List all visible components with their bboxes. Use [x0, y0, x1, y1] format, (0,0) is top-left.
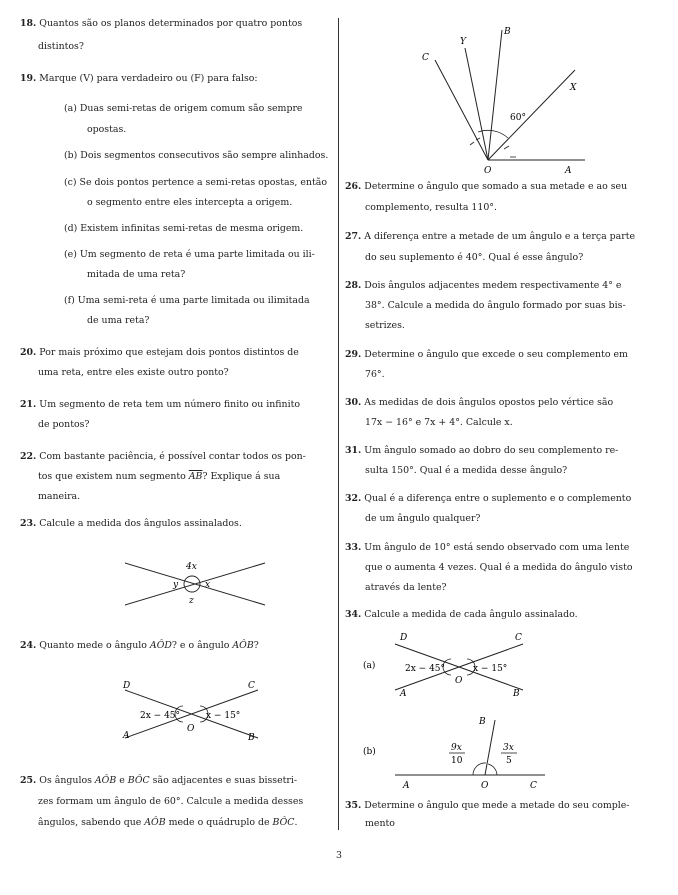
question-28-line2: 38°. Calcule a medida do ângulo formado por suas bis- [365, 300, 626, 311]
q23-figure [120, 555, 270, 610]
question-35-line2: mento [365, 818, 395, 829]
q19-item-e: (e) Um segmento de reta é uma parte limitada ou ili- [64, 249, 315, 260]
q19-item-f-line2: de uma reta? [87, 315, 150, 326]
question-22-line3: maneira. [38, 491, 81, 502]
q25-tick-4 [470, 142, 474, 145]
q34b-figure [355, 712, 555, 797]
q25-ray-oy [465, 48, 488, 160]
question-21: 21. Um segmento de reta tem um número finito ou infinito [20, 399, 300, 410]
question-31: 31. Um ângulo somado ao dobro do seu complemento re- [345, 445, 619, 456]
q34a-label-b: B [513, 689, 520, 699]
q24-label-c: C [248, 681, 255, 691]
q25-tick-1 [504, 146, 509, 149]
q34a-item-label: (a) [363, 661, 376, 671]
q24-label-a: A [123, 731, 130, 741]
question-32: 32. Qual é a diferença entre o suplemento e o complemento [345, 493, 632, 504]
q19-item-c-line2: o segmento entre eles intercepta a origem. [87, 197, 293, 208]
q34b-arc-right [488, 764, 497, 775]
q25-label-b: B [504, 27, 511, 37]
q34b-label-o: O [481, 781, 489, 791]
q25-label-x: X [570, 83, 577, 93]
q19-item-a: (a) Duas semi-retas de origem comum são sempre [64, 103, 303, 114]
q23-label-bottom: z [189, 596, 194, 606]
question-22-line2: tos que existem num segmento $\overline{AB}$? Explique á sua [38, 471, 281, 482]
question-18: 18. Quantos são os planos determinados por quatro pontos [20, 18, 303, 29]
question-25: 25. Os ângulos AÔB e BÔC são adjacentes e suas bissetri- [20, 775, 298, 786]
question-33-line3: através da lente? [365, 582, 447, 593]
question-19: 19. Marque (V) para verdadeiro ou (F) para falso: [20, 73, 258, 84]
q19-item-c: (c) Se dois pontos pertence a semi-retas opostas, então [64, 177, 327, 188]
question-18-line2: distintos? [38, 41, 84, 52]
q34b-frac2-den: 5 [506, 756, 512, 766]
question-30-line2: 17x − 16° e 7x + 4°. Calcule x. [365, 417, 513, 428]
q25-label-a: A [565, 166, 572, 176]
q25-figure [400, 20, 600, 178]
q34b-frac1-num: 9x [451, 743, 462, 753]
q34b-label-a: A [403, 781, 410, 791]
question-34: 34. Calcule a medida de cada ângulo assinalado. [345, 609, 578, 620]
q34b-arc-left [473, 763, 486, 775]
question-25-line2: zes formam um ângulo de 60°. Calcule a medida desses [38, 796, 304, 807]
q34b-frac2-num: 3x [503, 743, 514, 753]
question-26: 26. Determine o ângulo que somado a sua metade e ao seu [345, 181, 628, 192]
q24-figure [110, 678, 270, 750]
question-23: 23. Calcule a medida dos ângulos assinalados. [20, 518, 242, 529]
question-27: 27. A diferença entre a metade de um ângulo e a terça parte [345, 231, 636, 242]
question-33: 33. Um ângulo de 10° está sendo observado com uma lente [345, 542, 630, 553]
question-22: 22. Com bastante paciência, é possível contar todos os pon- [20, 451, 306, 462]
q25-label-c: C [422, 53, 429, 63]
q23-label-right: x [205, 580, 211, 590]
q23-angle-circle [184, 576, 200, 592]
question-29: 29. Determine o ângulo que excede o seu complemento em [345, 349, 628, 360]
question-27-line2: do seu suplemento é 40°. Qual é esse ângulo? [365, 252, 584, 263]
page-number: 3 [336, 850, 342, 861]
q34a-label-a: A [400, 689, 407, 699]
q34b-label-c: C [530, 781, 537, 791]
question-30: 30. As medidas de dois ângulos opostos pelo vértice são [345, 397, 614, 408]
question-35: 35. Determine o ângulo que mede a metade do seu comple- [345, 800, 630, 811]
question-32-line2: de um ângulo qualquer? [365, 513, 481, 524]
question-20: 20. Por mais próximo que estejam dois pontos distintos de [20, 347, 299, 358]
question-24: 24. Quanto mede o ângulo AÔD? e o ângulo AÔB? [20, 640, 259, 651]
q34b-frac1-den: 10 [451, 756, 463, 766]
q25-ray-oc [435, 60, 488, 160]
q24-label-d: D [123, 681, 131, 691]
q34b-label-b: B [479, 717, 486, 727]
question-26-line2: complemento, resulta 110°. [365, 202, 497, 213]
question-29-line2: 76°. [365, 369, 385, 380]
question-25-line3: ângulos, sabendo que AÔB mede o quádruplo de BÔC. [38, 817, 298, 828]
q25-ray-ox [488, 70, 575, 160]
q25-label-y: Y [460, 37, 466, 47]
q34a-label-o: O [455, 676, 463, 686]
q19-item-d: (d) Existem infinitas semi-retas de mesma origem. [64, 223, 304, 234]
question-28-line3: setrizes. [365, 320, 405, 331]
q23-label-left: y [173, 580, 179, 590]
q19-item-b: (b) Dois segmentos consecutivos são sempre alinhados. [64, 150, 329, 161]
q25-label-o: O [484, 166, 492, 176]
q34a-label-c: C [515, 633, 522, 643]
q34a-figure [355, 628, 535, 700]
q19-item-e-line2: mitada de uma reta? [87, 269, 186, 280]
q34a-label-left-angle: 2x − 45° [405, 664, 446, 674]
q24-label-b: B [248, 733, 255, 743]
q24-label-left-angle: 2x − 45° [140, 711, 181, 721]
q19-item-a-line2: opostas. [87, 124, 127, 135]
question-33-line2: que o aumenta 4 vezes. Qual é a medida do ângulo visto [365, 562, 633, 573]
segment-ab: $\overline{AB}$ [188, 471, 203, 482]
q34a-label-right-angle: x − 15° [473, 664, 508, 674]
q19-item-f: (f) Uma semi-reta é uma parte limitada ou ilimitada [64, 295, 310, 306]
question-28: 28. Dois ângulos adjacentes medem respectivamente 4° e [345, 280, 622, 291]
q23-label-top: 4x [186, 562, 197, 572]
column-divider [338, 18, 339, 830]
question-20-line2: uma reta, entre eles existe outro ponto? [38, 367, 229, 378]
q24-label-o: O [187, 724, 195, 734]
question-31-line2: sulta 150°. Qual é a medida desse ângulo? [365, 465, 568, 476]
q25-ray-ob [488, 30, 502, 160]
question-21-line2: de pontos? [38, 419, 90, 430]
q34b-item-label: (b) [363, 747, 376, 757]
q25-label-angle: 60° [510, 113, 526, 123]
q24-label-right-angle: x − 15° [206, 711, 241, 721]
q34a-label-d: D [400, 633, 408, 643]
